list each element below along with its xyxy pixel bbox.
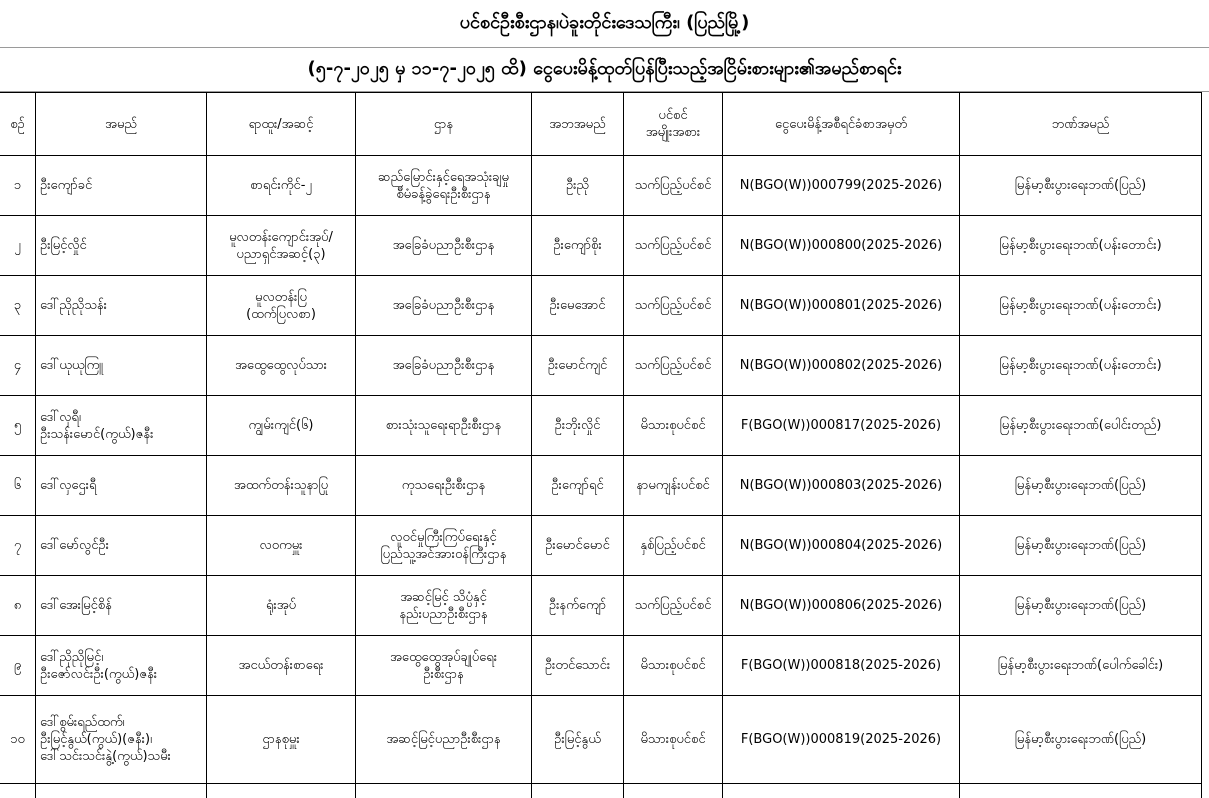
cell-order-number: F(BGO(W))000819(2025-2026) (723, 696, 960, 784)
cell-order-number: N(BGO(W))000802(2025-2026) (723, 336, 960, 396)
column-header-bank: ဘဏ်အမည် (960, 93, 1202, 156)
cell-bank: မြန်မာ့စီးပွားရေးဘဏ်(ပြည်) (960, 696, 1202, 784)
cell-no: ၄ (0, 336, 36, 396)
cell-no: ၃ (0, 276, 36, 336)
cell-no: ၂ (0, 216, 36, 276)
page-title: ပင်စင်ဦးစီးဌာန၊ပဲခူးတိုင်းဒေသကြီး၊ (ပြည်မြို့) (0, 0, 1209, 48)
cell-pension-type: သက်ပြည့်ပင်စင် (624, 336, 723, 396)
cell-rank: မူလတန်းပြ (ထက်ပြလစာ) (207, 276, 356, 336)
cell-order-number: N(BGO(W))000800(2025-2026) (723, 216, 960, 276)
cell-bank: မြန်မာ့စီးပွားရေးဘဏ်(ပြည်) (960, 456, 1202, 516)
cell-father: ဦးမောင်မောင် (532, 516, 624, 576)
cell-no: ၇ (0, 516, 36, 576)
table-row (0, 396, 1202, 456)
cell-name: ဒေါ်အေးမြင့်စိန် (36, 576, 207, 636)
cell-pension-type: သက်ပြည့်ပင်စင် (624, 276, 723, 336)
table-row (0, 456, 1202, 516)
cell-order-number: F(BGO(W))000818(2025-2026) (723, 636, 960, 696)
column-header-pension-type: ပင်စင် အမျိုးအစား (624, 93, 723, 156)
cell-rank: အငယ်တန်းစာရေး (207, 636, 356, 696)
empty-cell (624, 784, 723, 798)
cell-department: စားသုံးသူရေးရာဦးစီးဌာန (356, 396, 532, 456)
cell-order-number: N(BGO(W))000804(2025-2026) (723, 516, 960, 576)
cell-father: ဦးနက်ကျော် (532, 576, 624, 636)
cell-pension-type: မိသားစုပင်စင် (624, 636, 723, 696)
column-header-no: စဉ် (0, 93, 36, 156)
cell-pension-type: မိသားစုပင်စင် (624, 396, 723, 456)
cell-pension-type: နာမကျန်းပင်စင် (624, 456, 723, 516)
cell-no: ၉ (0, 636, 36, 696)
cell-father: ဦးမြင့်နွယ် (532, 696, 624, 784)
cell-name: ဒေါ်လှဌေးရီ (36, 456, 207, 516)
cell-rank: စာရင်းကိုင်-၂ (207, 156, 356, 216)
pension-table (0, 92, 1202, 798)
cell-father: ဦးကျော်စိုး (532, 216, 624, 276)
cell-father: ဦးဘိုးလှိုင် (532, 396, 624, 456)
cell-bank: မြန်မာ့စီးပွားရေးဘဏ်(ပန်းတောင်း) (960, 216, 1202, 276)
cell-department: အခြေခံပညာဦးစီးဌာန (356, 336, 532, 396)
cell-rank: မူလတန်းကျောင်းအုပ်/ ပညာရှင်အဆင့်(၃) (207, 216, 356, 276)
cell-rank: အထက်တန်းသူနာပြု (207, 456, 356, 516)
empty-cell (207, 784, 356, 798)
cell-no: ၆ (0, 456, 36, 516)
cell-father: ဦးညို (532, 156, 624, 216)
column-header-order-number: ငွေပေးမိန့်အစီရင်ခံစာအမှတ် (723, 93, 960, 156)
cell-department: ဆည်မြောင်းနှင့်ရေအသုံးချမှု စီမံခန့်ခွဲရေးဦးစီးဌာန (356, 156, 532, 216)
cell-bank: မြန်မာ့စီးပွားရေးဘဏ်(ပြည်) (960, 156, 1202, 216)
cell-name: ဒေါ်ညိုညိုမြင့်၊ ဦးဇော်လင်းဦး(ကွယ်)ဇနီး (36, 636, 207, 696)
cell-name: ဦးကျော်ခင် (36, 156, 207, 216)
cell-father: ဦးတင်သောင်း (532, 636, 624, 696)
cell-bank: မြန်မာ့စီးပွားရေးဘဏ်(ပြည်) (960, 576, 1202, 636)
page-subtitle: (၅-၇-၂၀၂၅ မှ ၁၁-၇-၂၀၂၅ ထိ) ငွေပေးမိန့်ထုတ်ပြန်ပြီးသည့်အငြိမ်းစားများ၏အမည်စာရင်း (0, 48, 1209, 92)
cell-order-number: F(BGO(W))000817(2025-2026) (723, 396, 960, 456)
cell-order-number: N(BGO(W))000803(2025-2026) (723, 456, 960, 516)
cell-order-number: N(BGO(W))000806(2025-2026) (723, 576, 960, 636)
cell-rank: ကျွမ်းကျင်(၆) (207, 396, 356, 456)
cell-bank: မြန်မာ့စီးပွားရေးဘဏ်(ပန်းတောင်း) (960, 276, 1202, 336)
cell-father: ဦးကျော်ရင် (532, 456, 624, 516)
cell-pension-type: မိသားစုပင်စင် (624, 696, 723, 784)
cell-pension-type: သက်ပြည့်ပင်စင် (624, 216, 723, 276)
column-header-name: အမည် (36, 93, 207, 156)
cell-name: ဒေါ်စွမ်းရည်ထက်၊ ဦးမြင့်နွယ်(ကွယ်)(ဇနီး)၊ ဒေါ်သင်းသင်းနွဲ့(ကွယ်)သမီး (36, 696, 207, 784)
cell-rank: ရုံးအုပ် (207, 576, 356, 636)
table-row (0, 576, 1202, 636)
cell-order-number: N(BGO(W))000799(2025-2026) (723, 156, 960, 216)
cell-name: ဒေါ်မော်လွင်ဦး (36, 516, 207, 576)
cell-bank: မြန်မာ့စီးပွားရေးဘဏ်(ပေါင်းတည်) (960, 396, 1202, 456)
cell-department: အဆင့်မြင့် သိပ္ပံနှင့် နည်းပညာဦးစီးဌာန (356, 576, 532, 636)
column-header-father: အဘအမည် (532, 93, 624, 156)
cell-department: အခြေခံပညာဦးစီးဌာန (356, 276, 532, 336)
cell-name: ဒေါ်ညိုညိုသန်း (36, 276, 207, 336)
cell-department: အဆင့်မြင့်ပညာဦးစီးဌာန (356, 696, 532, 784)
table-row (0, 216, 1202, 276)
cell-bank: မြန်မာ့စီးပွားရေးဘဏ်(ပြည်) (960, 516, 1202, 576)
cell-no: ၅ (0, 396, 36, 456)
cell-name: ဒေါ်ယုယုကြူ (36, 336, 207, 396)
column-header-rank: ရာထူး/အဆင့် (207, 93, 356, 156)
table-row (0, 636, 1202, 696)
table-body (0, 156, 1202, 798)
table-row (0, 156, 1202, 216)
empty-cell (723, 784, 960, 798)
cell-rank: လဝကမှူး (207, 516, 356, 576)
cell-pension-type: သက်ပြည့်ပင်စင် (624, 156, 723, 216)
cell-name: ဦးမြင့်လှိုင် (36, 216, 207, 276)
cell-bank: မြန်မာ့စီးပွားရေးဘဏ်(ပေါက်ခေါင်း) (960, 636, 1202, 696)
empty-cell (532, 784, 624, 798)
cell-name: ဒေါ်လှရီ၊ ဦးသန်းမောင်(ကွယ်)ဇနီး (36, 396, 207, 456)
empty-cell (36, 784, 207, 798)
cell-department: အထွေထွေအုပ်ချုပ်ရေး ဦးစီးဌာန (356, 636, 532, 696)
empty-cell (356, 784, 532, 798)
empty-cell (960, 784, 1202, 798)
cell-bank: မြန်မာ့စီးပွားရေးဘဏ်(ပန်းတောင်း) (960, 336, 1202, 396)
cell-father: ဦးမောင်ကျင် (532, 336, 624, 396)
table-header-row (0, 93, 1202, 156)
cell-department: ကုသရေးဦးစီးဌာန (356, 456, 532, 516)
table-row (0, 336, 1202, 396)
cell-pension-type: သက်ပြည့်ပင်စင် (624, 576, 723, 636)
table-row (0, 516, 1202, 576)
cell-no: ၈ (0, 576, 36, 636)
cell-no: ၁ (0, 156, 36, 216)
empty-cell (0, 784, 36, 798)
column-header-department: ဌာန (356, 93, 532, 156)
cell-father: ဦးမေအောင် (532, 276, 624, 336)
cell-department: လူဝင်မှုကြီးကြပ်ရေးနှင့် ပြည်သူ့အင်အားဝန်ကြီးဌာန (356, 516, 532, 576)
cell-rank: ဌာနစုမှူး (207, 696, 356, 784)
cell-order-number: N(BGO(W))000801(2025-2026) (723, 276, 960, 336)
table-row-partial (0, 784, 1202, 798)
cell-pension-type: နှစ်ပြည့်ပင်စင် (624, 516, 723, 576)
cell-no: ၁၀ (0, 696, 36, 784)
cell-department: အခြေခံပညာဦးစီးဌာန (356, 216, 532, 276)
table-row (0, 696, 1202, 784)
cell-rank: အထွေထွေလုပ်သား (207, 336, 356, 396)
table-row (0, 276, 1202, 336)
